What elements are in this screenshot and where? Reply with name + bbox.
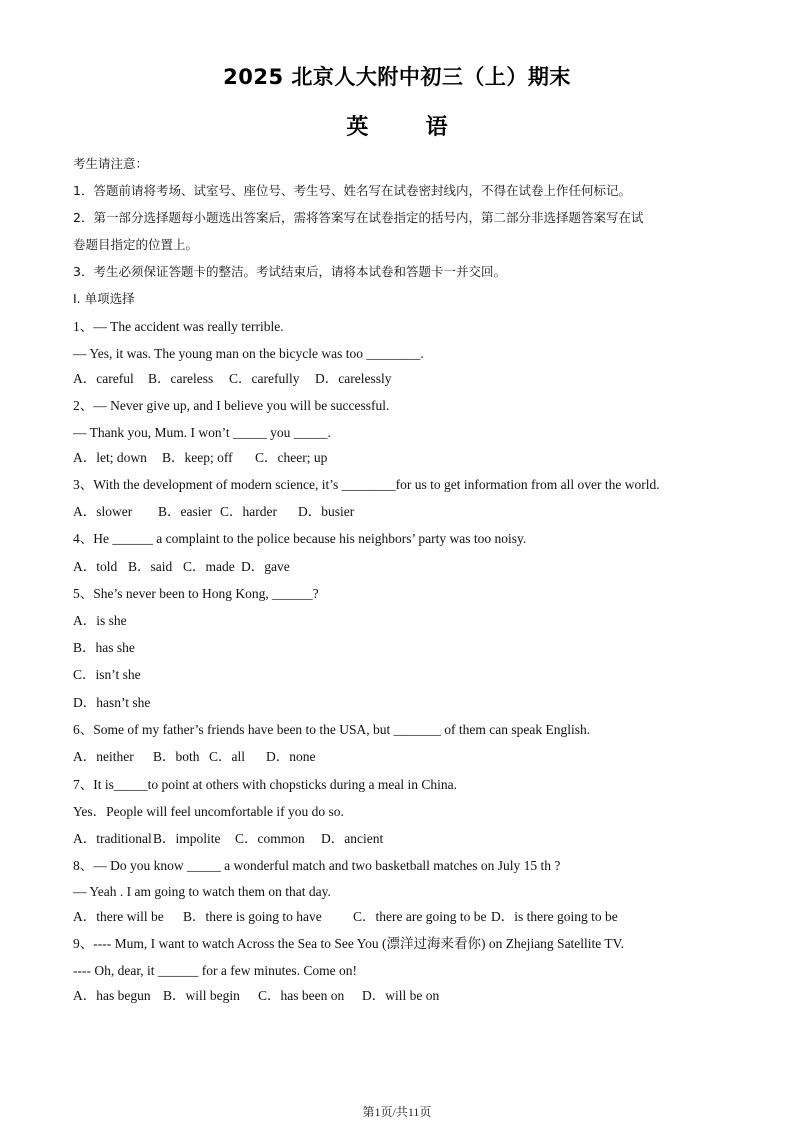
q3-options [73, 503, 354, 520]
q1-option-b: B．careless [148, 371, 214, 386]
notice-heading: 考生请注意： [73, 156, 149, 171]
q5-option-b: B．has she [73, 640, 135, 655]
q4-option-c: C．made [183, 559, 235, 574]
q4-option-d: D．gave [241, 559, 290, 574]
q4-options [73, 558, 290, 575]
q1-stem: 1、— The accident was really terrible. [73, 319, 284, 334]
q1-options [73, 370, 391, 387]
q7-option-c: C．common [235, 831, 305, 846]
q3-stem: 3、With the development of modern science, it’s ________for us to get information from all over the world. [73, 477, 660, 492]
q5-stem: 5、She’s never been to Hong Kong, ______? [73, 586, 319, 601]
q2-option-b: B．keep; off [162, 450, 233, 465]
subject-title [0, 110, 794, 141]
q8-response: — Yeah . I am going to watch them on that day. [73, 884, 331, 899]
q6-option-d: D．none [266, 749, 316, 764]
q8-option-d: D．is there going to be [491, 909, 618, 924]
q5-option-c: C．isn’t she [73, 667, 141, 682]
q5-option-a: A．is she [73, 613, 127, 628]
q7-response: Yes．People will feel uncomfortable if you do so. [73, 804, 344, 819]
q4-option-b: B．said [128, 559, 173, 574]
q1-option-a: A．careful [73, 371, 134, 386]
q7-option-a: A．traditional [73, 831, 152, 846]
page-title: 2025 北京人大附中初三（上）期末 [223, 65, 571, 89]
q9-option-d: D．will be on [362, 988, 440, 1003]
q9-option-c: C．has been on [258, 988, 345, 1003]
page-number: 第1页/共11页 [362, 1105, 432, 1119]
q7-option-b: B．impolite [153, 831, 221, 846]
q9-stem: 9、---- Mum, I want to watch Across the Sea to See You (漂洋过海来看你) on Zhejiang Satellite TV. [73, 936, 625, 951]
q2-stem: 2、— Never give up, and I believe you will be successful. [73, 398, 390, 413]
q6-options [73, 748, 316, 765]
section-title: I. 单项选择 [73, 291, 135, 306]
q9-option-a: A．has begun [73, 988, 151, 1003]
q8-option-a: A．there will be [73, 909, 164, 924]
q9-option-b: B．will begin [163, 988, 240, 1003]
q2-option-c: C．cheer; up [255, 450, 328, 465]
q1-response: — Yes, it was. The young man on the bicycle was too ________. [73, 346, 424, 361]
q2-option-a: A．let; down [73, 450, 147, 465]
q1-option-c: C．carefully [229, 371, 300, 386]
q2-response: — Thank you, Mum. I won’t _____ you _____. [73, 425, 331, 440]
q2-options [73, 449, 327, 466]
notice-item-3: 3．考生必须保证答题卡的整洁。考试结束后，请将本试卷和答题卡一并交回。 [73, 264, 506, 279]
q4-stem: 4、He ______ a complaint to the police because his neighbors’ party was too noisy. [73, 531, 527, 546]
q7-options [73, 830, 383, 847]
notice-item-1: 1．答题前请将考场、试室号、座位号、考生号、姓名写在试卷密封线内，不得在试卷上作任何标记。 [73, 183, 631, 198]
notice-item-2-cont: 卷题目指定的位置上。 [73, 237, 199, 252]
q4-option-a: A．told [73, 559, 118, 574]
q8-options [73, 908, 618, 925]
q7-stem: 7、It is_____to point at others with chopsticks during a meal in China. [73, 777, 457, 792]
q8-stem: 8、— Do you know _____ a wonderful match and two basketball matches on July 15 th ? [73, 858, 561, 873]
subject-char-2: 语 [425, 115, 448, 140]
q3-option-a: A．slower [73, 504, 133, 519]
q3-option-b: B．easier [158, 504, 212, 519]
q9-response: ---- Oh, dear, it ______ for a few minutes. Come on! [73, 963, 358, 978]
q9-options [73, 987, 439, 1004]
q5-option-d: D．hasn’t she [73, 695, 151, 710]
q3-option-c: C．harder [220, 504, 277, 519]
q8-option-b: B．there is going to have [183, 909, 322, 924]
q6-option-a: A．neither [73, 749, 134, 764]
subject-char-1: 英 [346, 115, 369, 140]
q8-option-c: C．there are going to be [353, 909, 487, 924]
q6-stem: 6、Some of my father’s friends have been to the USA, but _______ of them can speak English. [73, 722, 591, 737]
q3-option-d: D．busier [298, 504, 355, 519]
notice-item-2: 2．第一部分选择题每小题选出答案后，需将答案写在试卷指定的括号内，第二部分非选择题答案写在试 [73, 210, 644, 225]
q7-option-d: D．ancient [321, 831, 384, 846]
q1-option-d: D．carelessly [315, 371, 392, 386]
q6-option-b: B．both [153, 749, 200, 764]
q6-option-c: C．all [209, 749, 245, 764]
